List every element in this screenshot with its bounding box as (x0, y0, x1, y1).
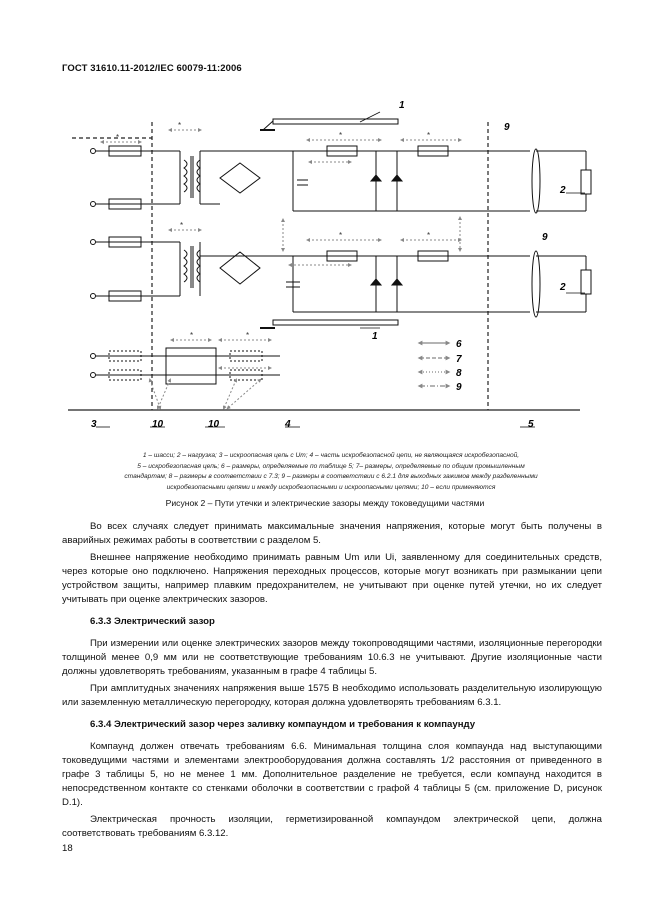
label-1-bottom: 1 (372, 331, 378, 342)
label-1-top: 1 (399, 100, 405, 111)
paragraph: Электрическая прочность изоляции, герметизированной компаундом электрической цепи, должна соответствовать требованиям 6.3.12. (62, 814, 602, 839)
label-9-mid: 9 (542, 232, 548, 243)
svg-text:*: * (190, 331, 194, 340)
svg-text:*: * (427, 131, 431, 140)
svg-text:*: * (427, 231, 431, 240)
key-label-6: 6 (456, 339, 462, 350)
paragraph: Компаунд должен отвечать требованиям 6.6. Минимальная толщина слоя компаунда над выступающими токоведущими частями и элементами электрооборудования должна составлять 1/2 расстояния от приведенного в графе 3 таблицы 5, но не менее 1 мм. Дополнительное разделение не требуется, если компаунд находится в непосредственном контакте со стенками оболочки в соответствии с графой 4 таблицы 5 (см. приложение D, рисунок D.1). (62, 741, 602, 808)
label-9-top: 9 (504, 122, 510, 133)
page-number: 18 (62, 843, 73, 854)
label-2-top: 2 (560, 185, 566, 196)
legend-line: искробезопасными цепями и между искробезопасными и искроопасными цепями; 10 – если применяются (166, 483, 496, 491)
figure-caption: Рисунок 2 – Пути утечки и электрические зазоры между токоведущими частями (165, 498, 485, 508)
figure-2 (60, 90, 600, 442)
svg-text:*: * (339, 131, 343, 140)
svg-text:*: * (178, 121, 182, 130)
measurement-paths (102, 130, 460, 408)
label-10-left: 10 (152, 419, 164, 430)
label-5: 5 (528, 419, 534, 430)
label-3: 3 (91, 419, 97, 430)
paragraph: Во всех случаях следует принимать максимальные значения напряжения, которые могут быть получены в аварийных режимах работы в соответствии с разделом 5. (62, 521, 602, 546)
key-label-9: 9 (456, 382, 462, 393)
section-heading-6-3-4: 6.3.4 Электрический зазор через заливку компаундом и требования к компаунду (90, 719, 476, 730)
label-2-bottom: 2 (560, 282, 566, 293)
standard-header: ГОСТ 31610.11-2012/IEC 60079-11:2006 (62, 63, 242, 74)
legend-line: стандартам; 8 – размеры в соответствии с 7.3; 9 – размеры в соответствии с 6.2.1 для выходных зажимов между разделенными (124, 473, 538, 481)
paragraph: Внешнее напряжение необходимо принимать равным Um или Ui, заявленному для соединительных средств, через которые оно подключено. Напряжения переходных процессов, которые могут возникать при размыкании цепи устройством защиты, например плавким предохранителем, не учитывают при оценке путей утечки, но их следует учитывать при оценке электрических зазоров. (62, 552, 602, 605)
paragraph: При измерении или оценке электрических зазоров между токопроводящими частями, изоляционные перегородки толщиной менее 0,9 мм или не соответствующие требованиям 10.6.3 не учитывают. Другие изоляционные части должны удовлетворять требованиям, указанным в графе 4 таблицы 5. (62, 638, 602, 677)
chassis-bars (260, 119, 398, 328)
label-leaders (96, 112, 585, 427)
zone-separators (72, 122, 488, 410)
svg-text:*: * (116, 133, 120, 142)
key-label-8: 8 (456, 368, 462, 379)
svg-text:*: * (246, 331, 250, 340)
channels (91, 146, 592, 384)
body-text (62, 520, 602, 844)
label-4: 4 (285, 419, 291, 430)
label-10-right: 10 (208, 419, 220, 430)
asterisk-marks (116, 121, 430, 340)
paragraph: При амплитудных значениях напряжения выше 1575 В необходимо использовать разделительную изолирующую или заземленную металлическую перегородку, которая должна удовлетворять требованиям 6.3.1. (62, 683, 602, 708)
figure-legend (70, 451, 592, 493)
svg-text:*: * (339, 231, 343, 240)
svg-text:*: * (180, 221, 184, 230)
legend-line: 1 – шасси; 2 – нагрузка; 3 – искроопасная цепь с Um; 4 – часть искробезопасной цепи, не являющаяся искробезопасной, (142, 452, 520, 459)
legend-line: 5 – искробезопасная цепь; 6 – размеры, определяемые по таблице 5; 7– размеры, определяемые по общим промышленным (137, 462, 525, 470)
section-heading-6-3-3: 6.3.3 Электрический зазор (90, 616, 215, 627)
legend-keys (420, 343, 448, 386)
circuit-diagram (60, 90, 600, 442)
key-label-7: 7 (456, 354, 462, 365)
